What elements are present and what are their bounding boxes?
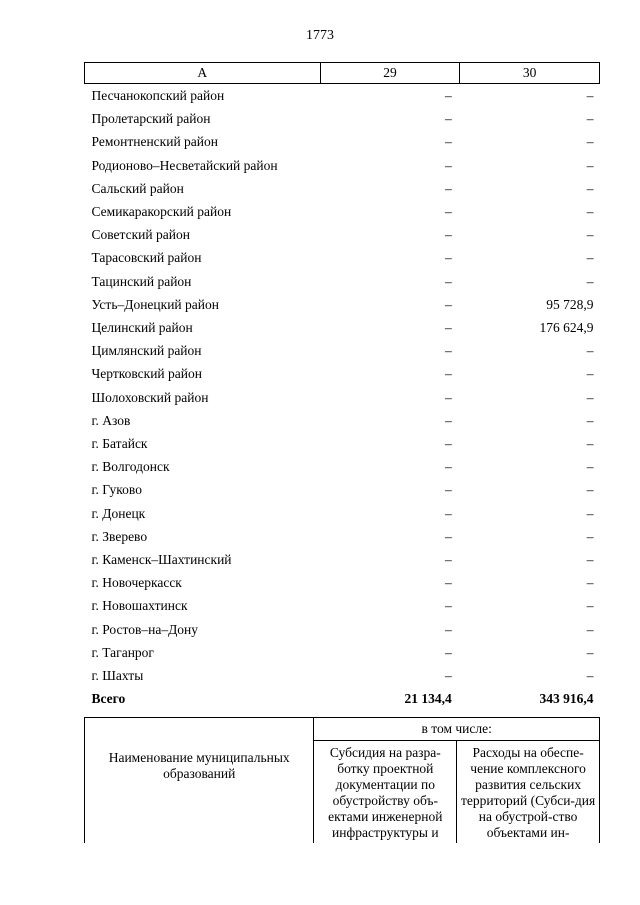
table-row xyxy=(85,618,600,641)
table-row xyxy=(85,386,600,409)
row-value-29: – xyxy=(445,552,452,568)
row-value-29: – xyxy=(445,389,452,405)
row-value-29: – xyxy=(445,644,452,660)
row-value-30: – xyxy=(586,366,594,382)
row-name: г. Новошахтинск xyxy=(91,598,188,614)
table-row xyxy=(85,84,600,108)
subsidy-design-header: Субсидия на разра-ботку проектной документации по обустройству объ-ектами инженерной инфраструктуры и xyxy=(314,741,457,844)
row-value-29: – xyxy=(445,436,452,452)
row-name: Цимлянский район xyxy=(91,343,202,359)
table-row xyxy=(85,130,600,153)
row-name: Советский район xyxy=(91,227,190,243)
column-header-29: 29 xyxy=(320,63,460,84)
row-value-29: – xyxy=(445,134,452,150)
row-value-29: – xyxy=(445,250,452,266)
row-value-29: – xyxy=(445,366,452,382)
row-value-30: – xyxy=(586,273,594,289)
row-value-30: – xyxy=(586,157,594,173)
row-name: г. Батайск xyxy=(91,436,148,452)
table-row xyxy=(85,409,600,432)
row-name: г. Шахты xyxy=(91,668,144,684)
table-row xyxy=(85,246,600,269)
table-row xyxy=(85,594,600,617)
row-name: г. Таганрог xyxy=(91,644,154,660)
row-value-30: – xyxy=(586,575,594,591)
row-name: Родионово–Несветайский район xyxy=(91,157,278,173)
next-table-header xyxy=(84,717,600,843)
row-name: Шолоховский район xyxy=(91,389,209,405)
row-value-29: – xyxy=(445,598,452,614)
row-value-29: – xyxy=(445,412,452,428)
row-value-29: – xyxy=(445,668,452,684)
page-number: 1773 xyxy=(306,28,334,43)
row-value-30: – xyxy=(586,227,594,243)
table-row xyxy=(85,223,600,246)
row-value-29: – xyxy=(445,459,452,475)
row-value-29: – xyxy=(445,88,452,103)
row-value-30: – xyxy=(586,552,594,568)
row-value-30: – xyxy=(586,180,594,196)
row-name: г. Азов xyxy=(91,412,131,428)
row-name: Пролетарский район xyxy=(91,111,211,127)
column-header-30: 30 xyxy=(460,63,600,84)
table-row xyxy=(85,270,600,293)
total-row xyxy=(85,687,600,710)
table-row xyxy=(85,154,600,177)
row-value-30: – xyxy=(586,134,594,150)
row-name: г. Ростов–на–Дону xyxy=(91,621,199,637)
including-header: в том числе: xyxy=(314,718,600,741)
row-value-29: – xyxy=(445,296,452,312)
row-name: Чертковский район xyxy=(91,366,202,382)
table-row xyxy=(85,432,600,455)
table-row xyxy=(85,478,600,501)
row-name: Семикаракорский район xyxy=(91,204,232,220)
row-name: Усть–Донецкий район xyxy=(91,296,219,312)
row-name: г. Донецк xyxy=(91,505,146,521)
table-row xyxy=(85,200,600,223)
table-row xyxy=(85,525,600,548)
data-table xyxy=(84,62,600,710)
row-value-29: – xyxy=(445,482,452,498)
total-value-30: 343 916,4 xyxy=(539,691,594,707)
row-value-29: – xyxy=(445,180,452,196)
table-row xyxy=(85,339,600,362)
table-row xyxy=(85,362,600,385)
total-label: Всего xyxy=(91,691,126,707)
total-value-29: 21 134,4 xyxy=(404,691,452,707)
row-value-30: – xyxy=(586,250,594,266)
row-value-29: – xyxy=(445,320,452,336)
row-value-29: – xyxy=(445,528,452,544)
row-value-30: – xyxy=(586,528,594,544)
row-value-29: – xyxy=(445,204,452,220)
row-name: Тацинский район xyxy=(91,273,192,289)
row-value-30: 176 624,9 xyxy=(539,320,594,336)
row-value-29: – xyxy=(445,111,452,127)
row-value-30: – xyxy=(586,505,594,521)
row-value-29: – xyxy=(445,227,452,243)
table-row xyxy=(85,548,600,571)
row-value-29: – xyxy=(445,157,452,173)
row-value-29: – xyxy=(445,505,452,521)
row-value-29: – xyxy=(445,621,452,637)
row-value-30: – xyxy=(586,598,594,614)
row-value-30: – xyxy=(586,204,594,220)
row-name: г. Волгодонск xyxy=(91,459,170,475)
row-value-30: – xyxy=(586,482,594,498)
row-value-30: – xyxy=(586,459,594,475)
column-header-a: А xyxy=(85,63,321,84)
row-name: Песчанокопский район xyxy=(91,88,225,103)
table-row xyxy=(85,107,600,130)
row-value-30: – xyxy=(586,389,594,405)
row-value-30: – xyxy=(586,343,594,359)
row-value-29: – xyxy=(445,343,452,359)
table-row xyxy=(85,177,600,200)
table-row xyxy=(85,571,600,594)
row-value-30: – xyxy=(586,111,594,127)
table-row xyxy=(85,316,600,339)
rural-development-header: Расходы на обеспе-чение комплексного развития сельских территорий (Субси-дия на обустрой-ство объектами ин- xyxy=(457,741,600,844)
row-value-30: – xyxy=(586,412,594,428)
municipality-name-header: Наименование муниципальных образований xyxy=(85,718,314,844)
row-value-30: – xyxy=(586,668,594,684)
row-name: г. Гуково xyxy=(91,482,142,498)
row-name: г. Каменск–Шахтинский xyxy=(91,552,232,568)
row-name: г. Новочеркасск xyxy=(91,575,182,591)
row-name: Целинский район xyxy=(91,320,193,336)
table-row xyxy=(85,293,600,316)
row-value-30: – xyxy=(586,88,594,103)
row-value-29: – xyxy=(445,575,452,591)
table-row xyxy=(85,455,600,478)
table-row xyxy=(85,641,600,664)
row-name: Сальский район xyxy=(91,180,184,196)
row-value-29: – xyxy=(445,273,452,289)
table-row xyxy=(85,502,600,525)
row-name: г. Зверево xyxy=(91,528,148,544)
row-value-30: – xyxy=(586,644,594,660)
row-value-30: 95 728,9 xyxy=(546,296,594,312)
row-name: Тарасовский район xyxy=(91,250,202,266)
table-header-row xyxy=(85,63,600,84)
row-name: Ремонтненский район xyxy=(91,134,218,150)
table-row xyxy=(85,664,600,687)
row-value-30: – xyxy=(586,436,594,452)
row-value-30: – xyxy=(586,621,594,637)
